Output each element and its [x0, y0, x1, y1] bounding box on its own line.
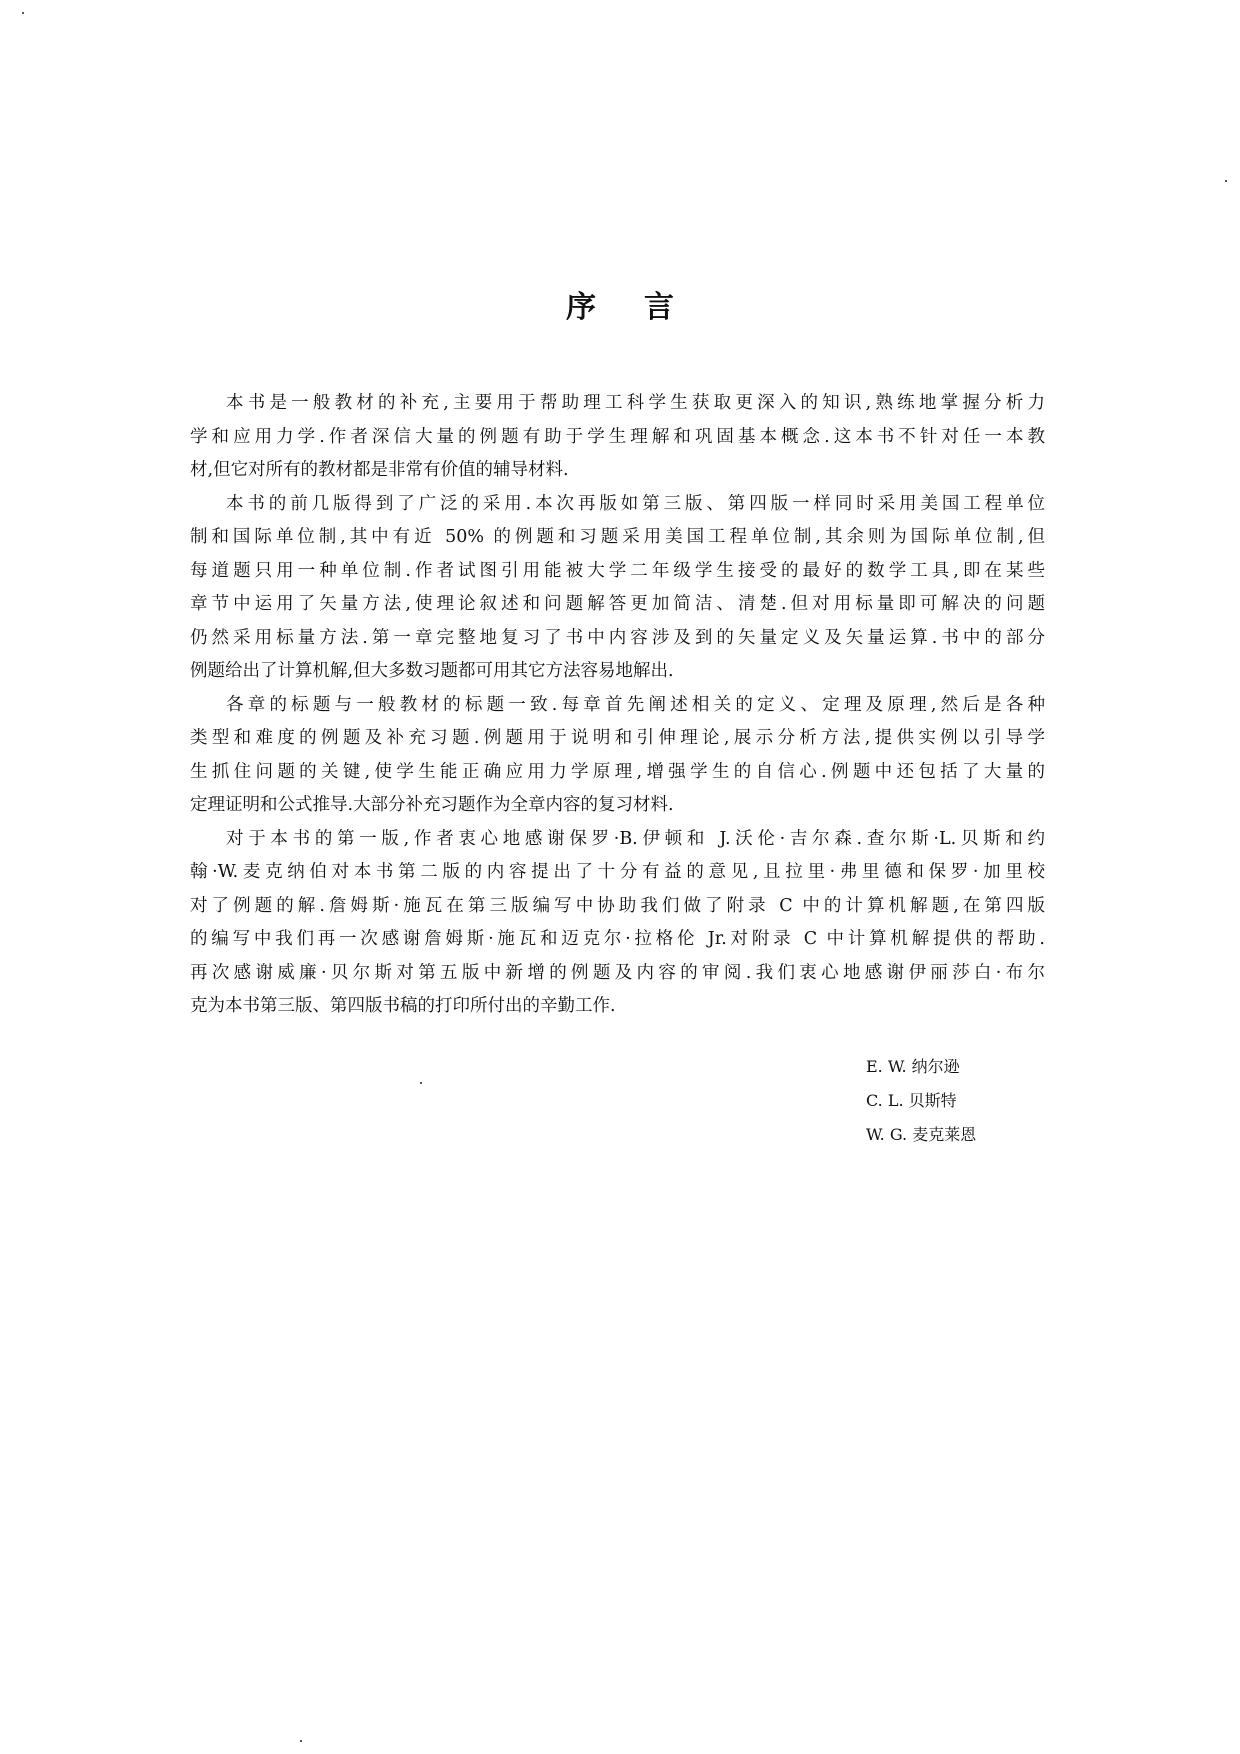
- text-line: 材,但它对所有的教材都是非常有价值的辅导材料.: [190, 460, 569, 480]
- text-line: 章节中运用了矢量方法,使理论叙述和问题解答更加简洁、清楚.但对用标量即可解决的问题: [190, 594, 1045, 614]
- scan-speck: [22, 12, 24, 14]
- text-line: 翰·W.麦克纳伯对本书第二版的内容提出了十分有益的意见,且拉里·弗里德和保罗·加里校: [190, 862, 1045, 882]
- scan-speck: [420, 1082, 422, 1084]
- paragraph: [190, 823, 1045, 1024]
- text-line: 本书的前几版得到了广泛的采用.本次再版如第三版、第四版一样同时采用美国工程单位: [226, 493, 1045, 514]
- preface-body: [190, 387, 1045, 1024]
- text-line: 类型和难度的例题及补充习题.例题用于说明和引伸理论,展示分析方法,提供实例以引导学: [190, 728, 1045, 748]
- signature: C. L. 贝斯特: [866, 1091, 957, 1110]
- text-line: 的编写中我们再一次感谢詹姆斯·施瓦和迈克尔·拉格伦 Jr.对附录 C 中计算机解提供的帮助.: [190, 929, 1045, 949]
- text-line: 本书是一般教材的补充,主要用于帮助理工科学生获取更深入的知识,熟练地掌握分析力: [226, 393, 1045, 413]
- text-line: 每道题只用一种单位制.作者试图引用能被大学二年级学生接受的最好的数学工具,即在某些: [190, 560, 1045, 581]
- paragraph: [190, 387, 1045, 488]
- signature: E. W. 纳尔逊: [866, 1057, 960, 1076]
- scan-speck: [1225, 180, 1227, 182]
- text-line: 克为本书第三版、第四版书稿的打印所付出的辛勤工作.: [190, 996, 616, 1016]
- text-line: 制和国际单位制,其中有近 50% 的例题和习题采用美国工程单位制,其余则为国际单位制,但: [190, 527, 1045, 547]
- page-title: [0, 282, 1240, 326]
- text-line: 对了例题的解.詹姆斯·施瓦在第三版编写中协助我们做了附录 C 中的计算机解题,在第四版: [190, 895, 1045, 916]
- paragraph: [190, 689, 1045, 823]
- paragraph: [190, 488, 1045, 689]
- text-line: 例题给出了计算机解,但大多数习题都可用其它方法容易地解出.: [190, 661, 674, 681]
- scan-speck: [300, 1740, 302, 1742]
- signature: W. G. 麦克莱恩: [866, 1125, 977, 1144]
- title-char: 言: [644, 290, 674, 325]
- text-line: 定理证明和公式推导.大部分补充习题作为全章内容的复习材料.: [190, 795, 674, 815]
- text-line: 各章的标题与一般教材的标题一致.每章首先阐述相关的定义、定理及原理,然后是各种: [226, 694, 1045, 715]
- text-line: 对于本书的第一版,作者衷心地感谢保罗·B.伊顿和 J.沃伦·吉尔森.查尔斯·L.贝斯和约: [226, 828, 1045, 849]
- text-line: 生抓住问题的关键,使学生能正确应用力学原理,增强学生的自信心.例题中还包括了大量的: [190, 761, 1045, 782]
- text-line: 仍然采用标量方法.第一章完整地复习了书中内容涉及到的矢量定义及矢量运算.书中的部分: [190, 627, 1045, 648]
- signatures: [866, 1050, 976, 1152]
- text-line: 学和应用力学.作者深信大量的例题有助于学生理解和巩固基本概念.这本书不针对任一本教: [190, 426, 1045, 447]
- title-char: 序: [566, 290, 596, 325]
- text-line: 再次感谢威廉·贝尔斯对第五版中新增的例题及内容的审阅.我们衷心地感谢伊丽莎白·布尔: [190, 962, 1045, 983]
